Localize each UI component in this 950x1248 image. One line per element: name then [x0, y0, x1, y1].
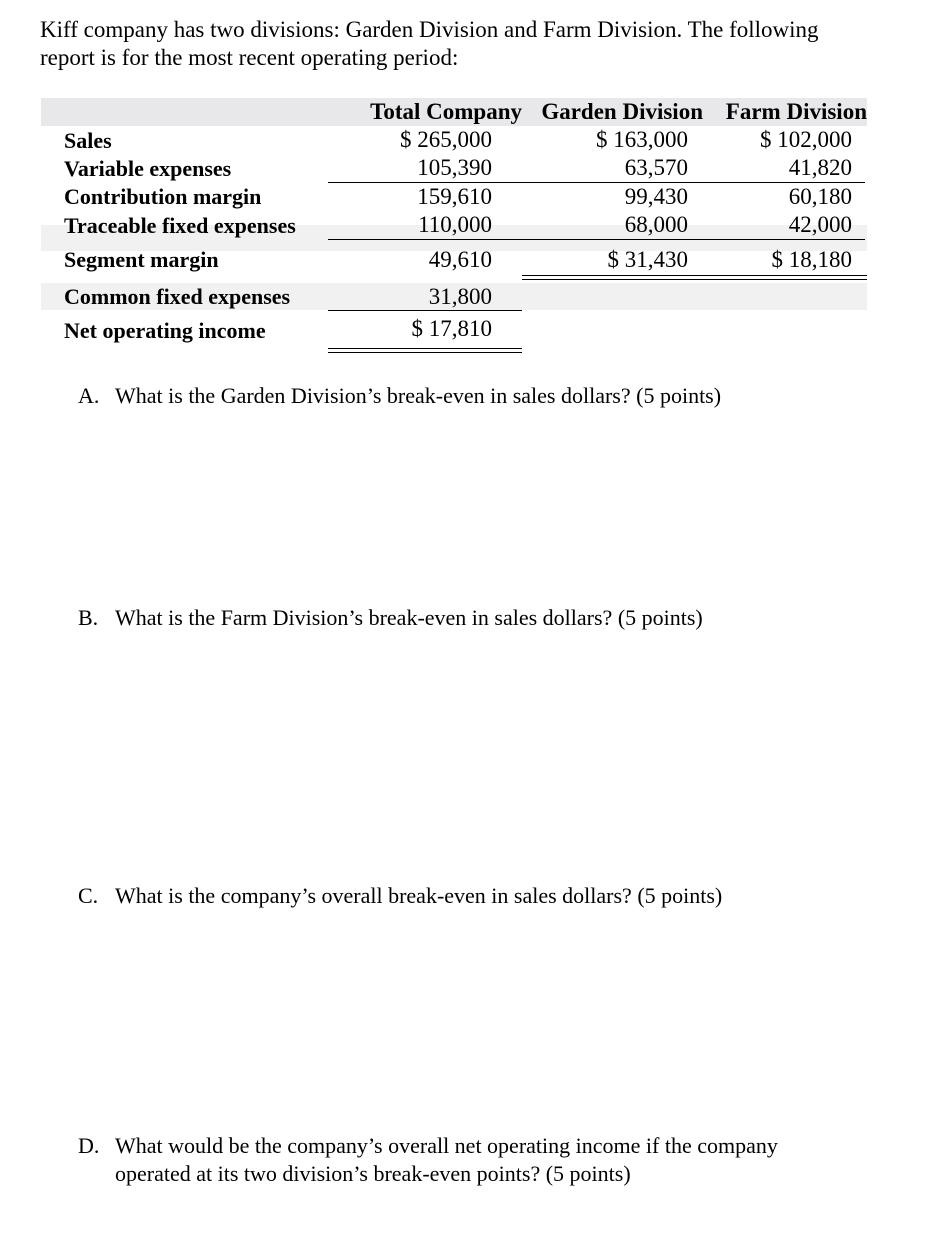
double-underline-segment-divisions — [522, 275, 867, 280]
row-label-net-operating-income: Net operating income — [64, 318, 266, 343]
underline-common-total — [328, 310, 522, 311]
cell-net-operating-income-total: $ 17,810 — [411, 316, 492, 341]
cell-contribution-garden: 99,430 — [624, 184, 688, 209]
underline-traceable-farm — [703, 239, 865, 240]
cell-variable-total: 105,390 — [417, 155, 492, 180]
question-d — [78, 1132, 878, 1188]
underline-variable-garden — [522, 182, 703, 183]
question-a — [78, 382, 878, 410]
cell-sales-garden: $ 163,000 — [596, 127, 688, 152]
question-b-letter: B. — [78, 605, 99, 630]
cell-variable-garden: 63,570 — [624, 155, 688, 180]
underline-variable-farm — [703, 182, 865, 183]
row-label-sales: Sales — [64, 128, 112, 153]
cell-contribution-farm: 60,180 — [788, 184, 852, 209]
column-header-farm-division: Farm Division — [725, 99, 867, 124]
cell-segment-total: 49,610 — [428, 247, 492, 272]
question-a-letter: A. — [78, 383, 100, 408]
question-c-text: What is the company’s overall break-even in sales dollars? (5 points) — [115, 883, 723, 908]
underline-variable-total — [328, 182, 522, 183]
column-header-garden-division: Garden Division — [541, 99, 703, 124]
row-label-variable-expenses: Variable expenses — [64, 156, 232, 181]
cell-segment-farm: $ 18,180 — [771, 247, 852, 272]
intro-line-1: Kiff company has two divisions: Garden Division and Farm Division. The following — [40, 17, 819, 42]
underline-traceable-garden — [522, 239, 703, 240]
question-c — [78, 882, 878, 910]
cell-sales-farm: $ 102,000 — [760, 127, 852, 152]
question-b-text: What is the Farm Division’s break-even in sales dollars? (5 points) — [115, 605, 703, 630]
column-header-total-company: Total Company — [370, 99, 522, 124]
row-label-contribution-margin: Contribution margin — [64, 184, 262, 209]
cell-variable-farm: 41,820 — [788, 155, 852, 180]
segmented-income-statement — [41, 98, 867, 354]
row-label-traceable-fixed: Traceable fixed expenses — [64, 213, 296, 238]
cell-contribution-total: 159,610 — [417, 184, 492, 209]
double-underline-net-income — [328, 348, 522, 353]
cell-segment-garden: $ 31,430 — [607, 247, 688, 272]
cell-sales-total: $ 265,000 — [400, 127, 492, 152]
cell-traceable-total: 110,000 — [418, 212, 492, 237]
row-label-common-fixed: Common fixed expenses — [64, 284, 291, 309]
question-d-text-line-1: What would be the company’s overall net operating income if the company — [115, 1133, 778, 1158]
problem-intro — [40, 16, 920, 72]
question-c-letter: C. — [78, 883, 99, 908]
question-d-letter: D. — [78, 1133, 100, 1158]
cell-common-total: 31,800 — [428, 284, 492, 309]
question-b — [78, 604, 878, 632]
row-label-segment-margin: Segment margin — [64, 247, 219, 272]
cell-traceable-garden: 68,000 — [624, 212, 688, 237]
cell-traceable-farm: 42,000 — [788, 212, 852, 237]
question-d-text-line-2: operated at its two division’s break-even points? (5 points) — [115, 1161, 631, 1186]
question-a-text: What is the Garden Division’s break-even in sales dollars? (5 points) — [115, 383, 722, 408]
underline-traceable-total — [328, 239, 522, 240]
intro-line-2: report is for the most recent operating period: — [40, 45, 459, 70]
